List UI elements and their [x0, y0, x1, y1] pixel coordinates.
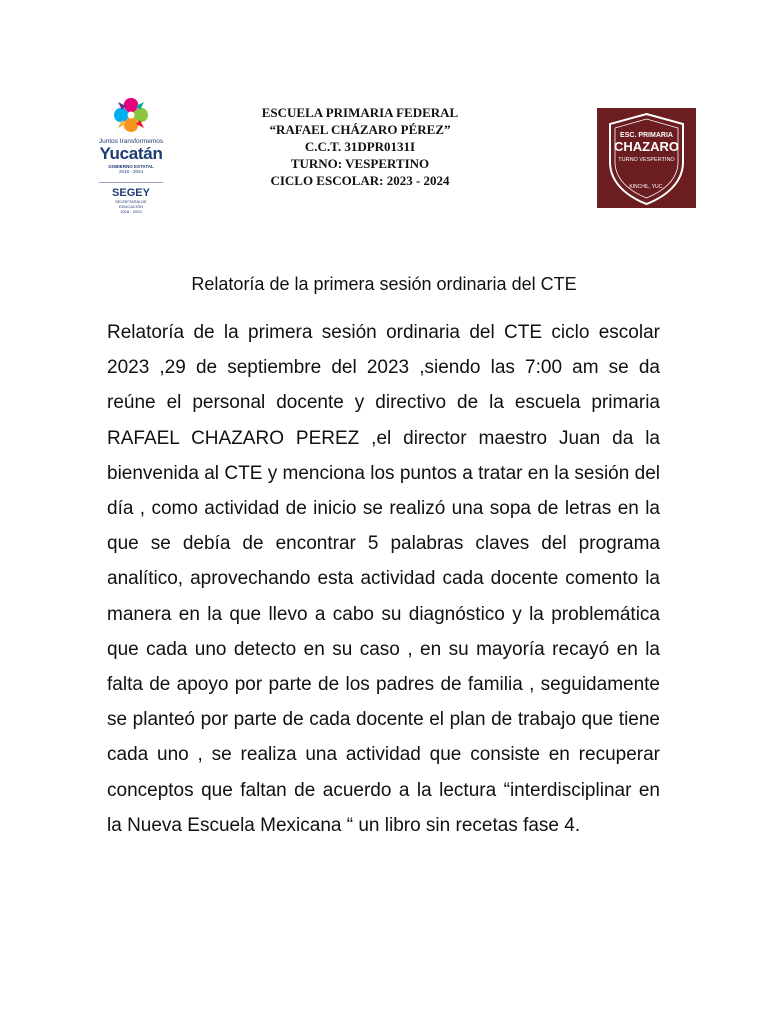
school-crest-logo	[597, 108, 696, 208]
logo-agency-subtitle-1: SECRETARÍA DE	[115, 199, 147, 204]
header-line-school-name: “RAFAEL CHÁZARO PÉREZ”	[269, 122, 451, 137]
crest-line-2: CHAZARO	[614, 139, 679, 154]
header-line-shift: TURNO: VESPERTINO	[290, 156, 430, 171]
logo-agency-years: 2018 - 2024	[120, 209, 142, 214]
logo-agency: SEGEY	[112, 187, 150, 199]
crest-line-3: TURNO VESPERTINO	[618, 157, 675, 163]
logo-government-years: 2018 - 2024	[118, 169, 144, 174]
header-line-school-type: ESCUELA PRIMARIA FEDERAL	[261, 105, 459, 120]
header-line-cct: C.C.T. 31DPR0131I	[304, 139, 416, 154]
shield-icon	[597, 108, 696, 208]
logo-agency-subtitle-2: EDUCACIÓN	[118, 204, 143, 209]
logo-divider	[99, 182, 163, 183]
yucatan-segey-logo	[96, 94, 166, 240]
logo-tagline: Juntos transformemos	[98, 138, 164, 145]
logo-government: GOBIERNO ESTATAL	[108, 164, 154, 169]
yucatan-flower-icon	[110, 94, 152, 136]
logo-state-name: Yucatán	[99, 144, 163, 163]
document-title: Relatoría de la primera sesión ordinaria del CTE	[191, 274, 577, 294]
crest-line-4: KINCHIL, YUC.	[629, 184, 664, 190]
document-body: Relatoría de la primera sesión ordinaria del CTE ciclo escolar 2023 ,29 de septiembre del 2023 ,siendo las 7:00 am se da reúne el personal docente y directivo de la escuela primaria RAFAEL CHAZARO PEREZ ,el director maestro Juan da la bienvenida al CTE y menciona los puntos a tratar en la sesión del día , como actividad de inicio se realizó una sopa de letras en la que se debía de encontrar 5 palabras claves del programa analítico, aprovechando esta actividad cada docente comento la manera en la que llevo a cabo su diagnóstico y la problemática que cada uno detecto en su caso , en su mayoría recayó en la falta de apoyo por parte de los padres de familia , seguidamente se planteó por parte de cada docente el plan de trabajo que tiene cada uno , se realiza una actividad que consiste en recuperar conceptos que faltan de acuerdo a la lectura “interdisciplinar en la Nueva Escuela Mexicana “ un libro sin recetas fase 4.	[107, 322, 660, 836]
crest-line-1: ESC. PRIMARIA	[620, 132, 673, 139]
school-header	[210, 104, 510, 189]
header-line-school-year: CICLO ESCOLAR: 2023 - 2024	[270, 173, 450, 188]
